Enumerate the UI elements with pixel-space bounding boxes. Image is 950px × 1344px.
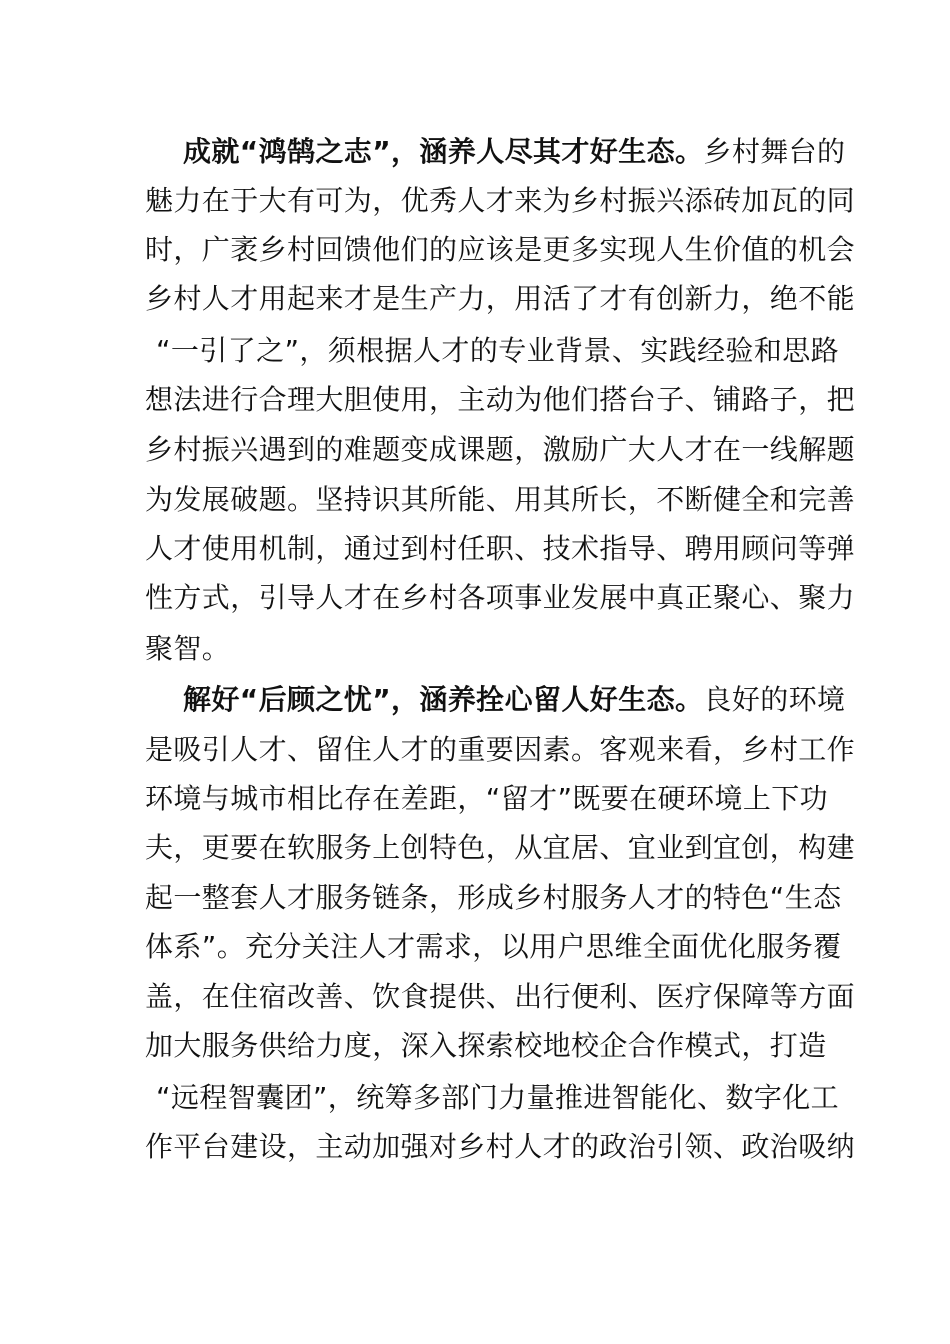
paragraph-line: 夫，更要在软服务上创特色，从宜居、宜业到宜创，构建 — [145, 831, 856, 864]
paragraph-line: 体系”。充分关注人才需求，以用户思维全面优化服务覆 — [145, 930, 842, 963]
paragraph-line: 环境与城市相比存在差距，“留才”既要在硬环境上下功 — [145, 782, 829, 815]
paragraph-line: 起一整套人才服务链条，形成乡村服务人才的特色“生态 — [145, 881, 842, 914]
paragraph-line: 时，广袤乡村回馈他们的应该是更多实现人生价值的机会 — [145, 233, 856, 266]
paragraph-line: 聚智。 — [145, 632, 231, 665]
paragraph-line: 乡村振兴遇到的难题变成课题，激励广大人才在一线解题 — [145, 433, 856, 466]
paragraph-1-first-line — [183, 135, 845, 169]
paragraph-line: 想法进行合理大胆使用，主动为他们搭台子、铺路子，把 — [145, 383, 856, 416]
paragraph-line: 乡村人才用起来才是生产力，用活了才有创新力，绝不能 — [145, 282, 856, 315]
paragraph-2-first-line — [183, 683, 845, 717]
paragraph-line: 盖，在住宿改善、饮食提供、出行便利、医疗保障等方面 — [145, 980, 856, 1013]
paragraph-line: 性方式，引导人才在乡村各项事业发展中真正聚心、聚力 — [145, 581, 856, 614]
paragraph-line: 是吸引人才、留住人才的重要因素。客观来看，乡村工作 — [145, 733, 856, 766]
paragraph-line: “远程智囊团”，统筹多部门力量推进智能化、数字化工 — [156, 1081, 840, 1114]
paragraph-1-text: 乡村舞台的 — [703, 135, 846, 168]
paragraph-line: 为发展破题。坚持识其所能、用其所长，不断健全和完善 — [145, 483, 856, 516]
paragraph-line: 人才使用机制，通过到村任职、技术指导、聘用顾问等弹 — [145, 532, 856, 565]
paragraph-line: 魅力在于大有可为，优秀人才来为乡村振兴添砖加瓦的同 — [145, 184, 856, 217]
paragraph-1-heading: 成就“鸿鹄之志”，涵养人尽其才好生态。 — [183, 135, 704, 168]
paragraph-line: 作平台建设，主动加强对乡村人才的政治引领、政治吸纳 — [145, 1130, 856, 1163]
paragraph-2-heading: 解好“后顾之忧”，涵养拴心留人好生态。 — [183, 683, 704, 716]
paragraph-line: 加大服务供给力度，深入探索校地校企合作模式，打造 — [145, 1029, 827, 1062]
paragraph-line: “一引了之”，须根据人才的专业背景、实践经验和思路 — [156, 334, 840, 367]
paragraph-2-text: 良好的环境 — [703, 683, 846, 716]
